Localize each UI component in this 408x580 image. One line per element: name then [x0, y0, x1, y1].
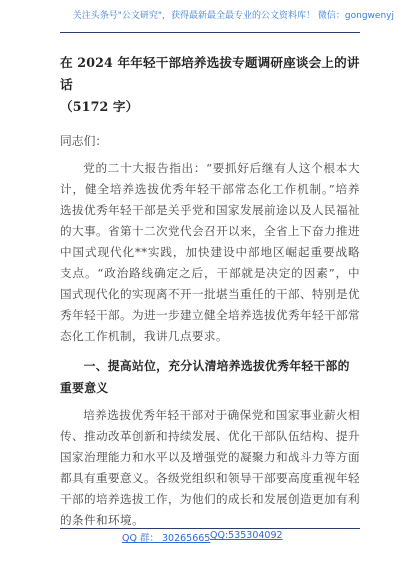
- salutation: 同志们：: [60, 134, 108, 148]
- qq-contact-link[interactable]: QQ:535304092: [210, 530, 283, 541]
- footer-divider: [60, 528, 360, 529]
- intro-paragraph: 党的二十大报告指出：“要抓好后继有人这个根本大计，健全培养选拔优秀年轻干部常态化工作机制。”培养选拔优秀年轻干部是关乎党和国家发展前途以及人民福祉的大事。省第十二次党代会召开以来，全省上下奋力推进中国式现代化**实践，加快建设中部地区崛起重要战略支点。“政治路线确定之后，干部就是决定的因素”，中国式现代化的实现离不开一批堪当重任的干部、特别是优秀年轻干部。为进一步建立健全培养选拔优秀年轻干部常态化工作机制，我讲几点要求。: [60, 161, 360, 343]
- qq-group-link[interactable]: QQ 群： 30265665: [122, 533, 211, 544]
- section-1-paragraph: 培养选拔优秀年轻干部对于确保党和国家事业薪火相传、推动改革创新和持续发展、优化干部队伍结构、提升国家治理能力和水平以及增强党的凝聚力和战斗力等方面都具有重要意义。各级党组织和领导干部要高度重视年轻干部的培养选拔工作，为他们的成长和发展创造更加有利的条件和环境。: [60, 408, 360, 527]
- title-line-2: （5172 字）: [60, 99, 139, 114]
- header-banner: 关注头条号"公文研究"，获得最新最全最专业的公文资料库！ 微信：gongwenyj: [72, 11, 394, 21]
- title-line-1: 在 2024 年年轻干部培养选拔专题调研座谈会上的讲话: [60, 55, 360, 92]
- header-divider: [60, 32, 360, 33]
- document-body: [60, 52, 360, 531]
- section-1-heading: 一、提高站位，充分认清培养选拔优秀年轻干部的重要意义: [60, 359, 350, 395]
- document-title: [60, 52, 360, 118]
